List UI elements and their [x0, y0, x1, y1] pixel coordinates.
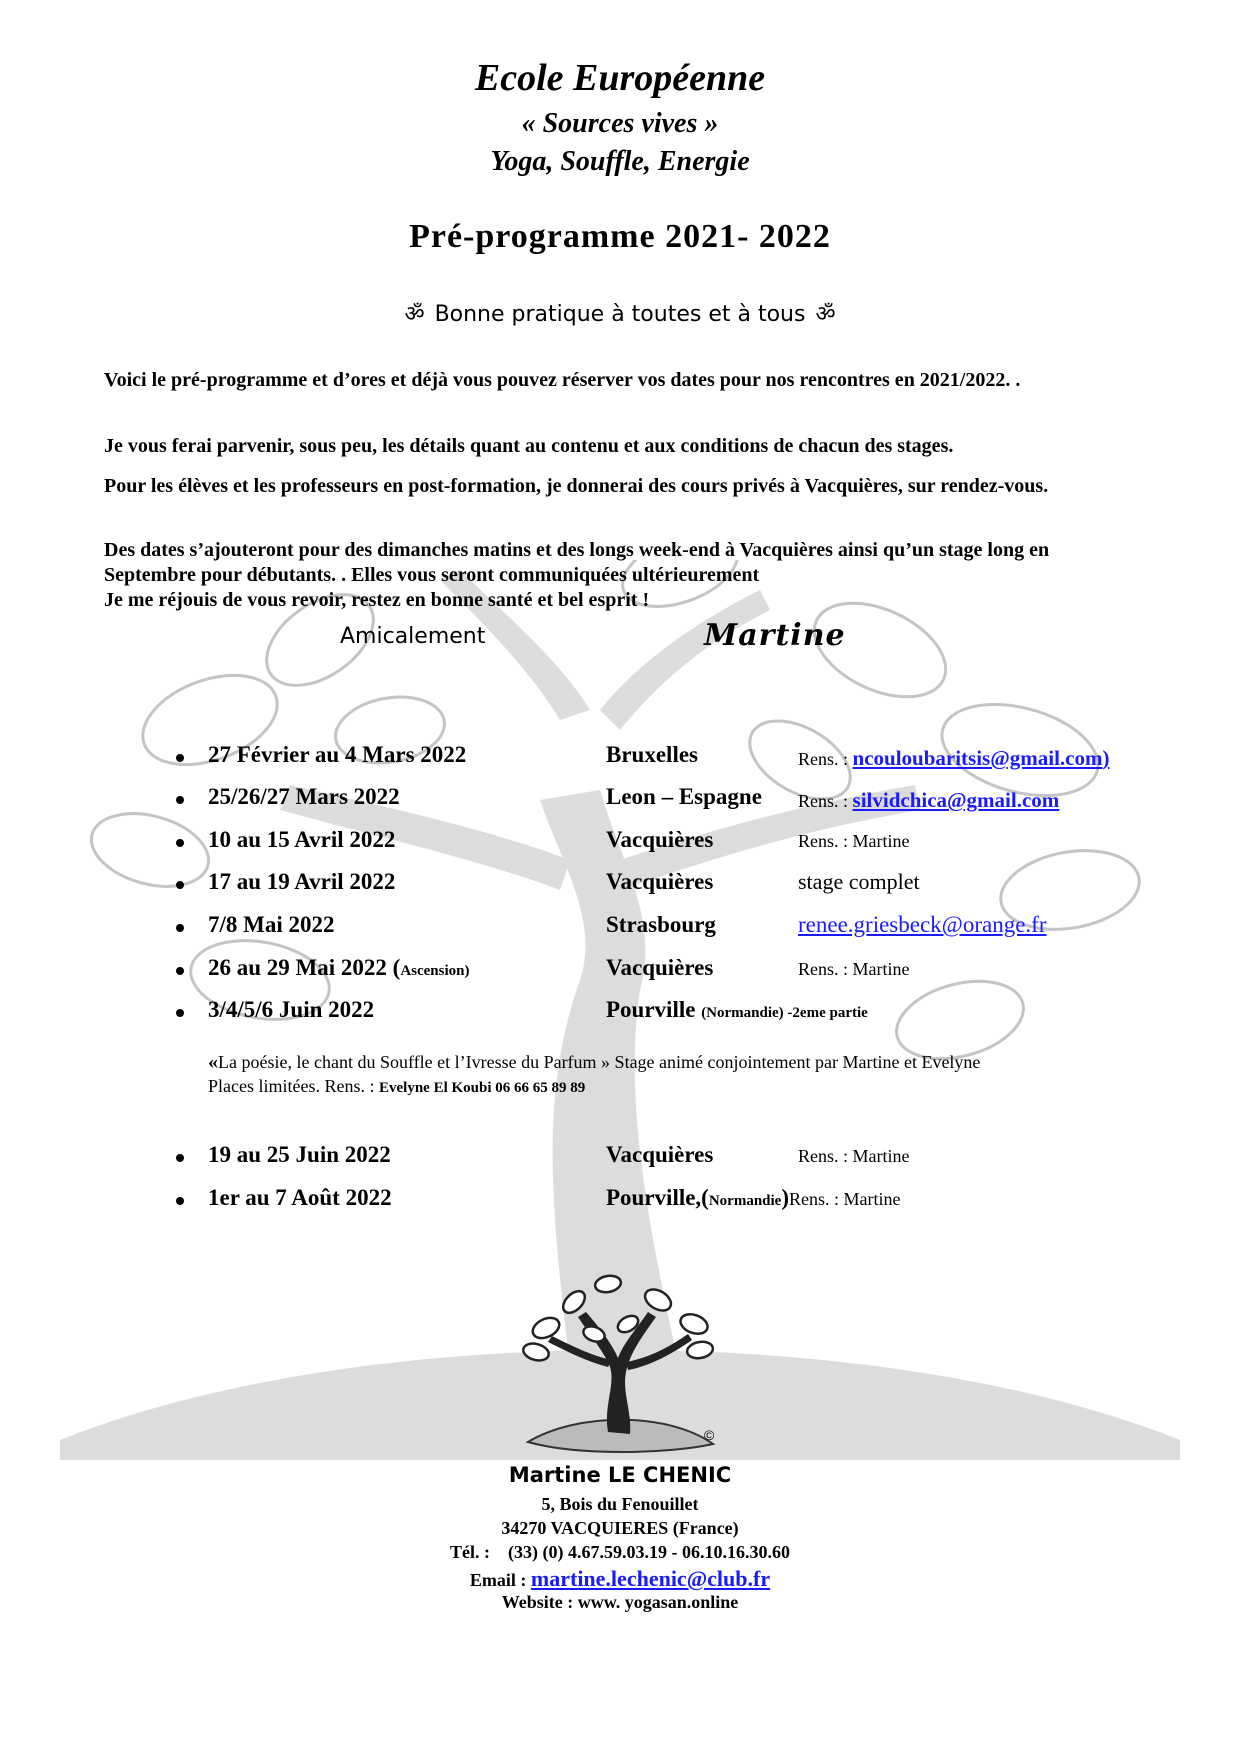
event-row [176, 784, 1156, 818]
event-place-note: (Normandie) -2eme partie [701, 1005, 868, 1021]
event-date: 1er au 7 Août 2022 [208, 1185, 392, 1210]
footer-website: Website : www. yogasan.online [501, 1592, 739, 1612]
intro-paragraph-3: Pour les élèves et les professeurs en post-formation, je donnerai des cours privés à Vacquières, sur rendez-vous. [104, 475, 1049, 497]
event-place-note: Normandie [708, 1193, 782, 1209]
footer-phone [0, 1542, 1240, 1563]
event-date: 17 au 19 Avril 2022 [208, 869, 396, 894]
event-row [176, 1142, 1156, 1176]
footer-address: 5, Bois du Fenouillet [541, 1494, 699, 1514]
copyright-mark: © [704, 1427, 715, 1443]
event-date: 7/8 Mai 2022 [208, 912, 335, 937]
intro-paragraph-4 [104, 538, 1144, 613]
event-info [798, 912, 1047, 938]
intro-paragraph-1: Voici le pré-programme et d’ores et déjà vous pouvez réserver vos dates pour nos rencontres en 2021/2022. . [104, 369, 1021, 391]
email-link[interactable]: silvidchica@gmail.com [852, 788, 1060, 812]
event-place-suffix: ) [781, 1185, 790, 1210]
intro-paragraph-4-text: Des dates s’ajouteront pour des dimanches matins et des longs week-end à Vacquières ainsi qu’un stage long en Septembre pour débutants. . Elles vous seront communiquées ultérieurement [104, 539, 1050, 586]
email-link[interactable]: ncouloubaritsis@gmail.com [852, 746, 1103, 770]
event-place: Vacquières [606, 1142, 714, 1167]
event-place-text: Pourville [606, 997, 696, 1022]
event-row [176, 912, 1156, 946]
bullet-icon [176, 881, 184, 889]
event-date: 3/4/5/6 Juin 2022 [208, 997, 375, 1022]
event-row [176, 827, 1156, 861]
closing-text: Amicalement [340, 624, 486, 649]
note-contact: Evelyne El Koubi 06 66 65 89 89 [378, 1080, 586, 1096]
event-info: Rens. : Martine [798, 831, 910, 851]
greeting-line [0, 298, 1240, 328]
event-date-text: 26 au 29 Mai 2022 ( [208, 955, 401, 980]
event-date: 19 au 25 Juin 2022 [208, 1142, 391, 1167]
event-date: 10 au 15 Avril 2022 [208, 827, 396, 852]
phone-label: Tél. : [450, 1542, 490, 1562]
bullet-icon [176, 924, 184, 932]
event-place [606, 1185, 901, 1211]
bullet-icon [176, 1009, 184, 1017]
footer-email [0, 1566, 1240, 1592]
event-row [176, 997, 1156, 1031]
event-place: Vacquières [606, 955, 714, 980]
event-date-note: Ascension) [400, 963, 470, 979]
event-place: Vacquières [606, 869, 714, 894]
event-place: Bruxelles [606, 742, 698, 767]
event-place-text: Pourville,( [606, 1185, 709, 1210]
footer-email-link[interactable]: martine.lechenic@club.fr [530, 1566, 771, 1591]
program-title: Pré-programme 2021- 2022 [409, 218, 831, 255]
om-icon: ॐ [404, 302, 425, 327]
event-date [208, 955, 469, 981]
signature: Martine [704, 618, 846, 653]
school-title: Ecole Européenne [474, 57, 766, 99]
event-row [176, 955, 1156, 989]
event-row [176, 869, 1156, 903]
phone-number: (33) (0) 4.67.59.03.19 - 06.10.16.30.60 [508, 1542, 790, 1562]
event-place [606, 997, 868, 1023]
event-info: Rens. : Martine [798, 1146, 910, 1166]
intro-paragraph-5-text: Je me réjouis de vous revoir, restez en bonne santé et bel esprit ! [104, 589, 650, 611]
bullet-icon [176, 1154, 184, 1162]
greeting-text: Bonne pratique à toutes et à tous [434, 302, 806, 327]
event-date: 25/26/27 Mars 2022 [208, 784, 400, 809]
event-info: stage complet [798, 869, 920, 894]
intro-paragraph-2: Je vous ferai parvenir, sous peu, les détails quant au contenu et aux conditions de chacun des stages. [104, 435, 954, 457]
school-tagline: Yoga, Souffle, Energie [490, 146, 750, 177]
event-place: Leon – Espagne [606, 784, 762, 809]
event-info: Rens. : Martine [789, 1189, 901, 1209]
bullet-icon [176, 754, 184, 762]
event-info [798, 746, 1109, 771]
event-place: Vacquières [606, 827, 714, 852]
note-line2-text: Places limitées. Rens. : [208, 1076, 379, 1096]
info-suffix: ) [1102, 746, 1110, 770]
bullet-icon [176, 839, 184, 847]
bullet-icon [176, 967, 184, 975]
footer-city: 34270 VACQUIERES (France) [501, 1518, 739, 1538]
tree-logo-icon [508, 1262, 730, 1458]
event-row [176, 1185, 1156, 1219]
note-line-1 [208, 1050, 1140, 1074]
info-prefix: Rens. : [798, 749, 853, 769]
note-line-2 [208, 1074, 1140, 1100]
bullet-icon [176, 796, 184, 804]
note-quote-mark: « [208, 1051, 218, 1073]
event-info: Rens. : Martine [798, 959, 910, 979]
om-icon: ॐ [815, 302, 836, 327]
school-subtitle: « Sources vives » [521, 108, 719, 139]
bullet-icon [176, 1197, 184, 1205]
event-date: 27 Février au 4 Mars 2022 [208, 742, 467, 767]
info-prefix: Rens. : [798, 791, 853, 811]
email-link[interactable]: renee.griesbeck@orange.fr [798, 912, 1047, 937]
event-place: Strasbourg [606, 912, 716, 937]
event-row [176, 742, 1156, 776]
email-label: Email : [469, 1570, 531, 1590]
event-info [798, 788, 1059, 813]
note-text: La poésie, le chant du Souffle et l’Ivresse du Parfum » Stage animé conjointement par Martine et Evelyne [218, 1052, 981, 1072]
event-note [208, 1050, 1140, 1100]
footer-name: Martine LE CHENIC [508, 1463, 732, 1487]
